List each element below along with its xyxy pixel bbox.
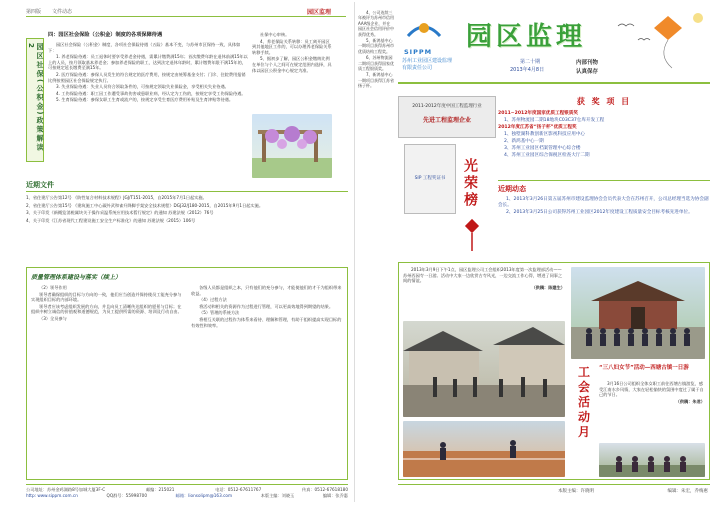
activity-section: [398, 262, 710, 480]
left-footer-rule: [26, 484, 348, 485]
right-footer-proof: 编辑：朱宏，乔梅惠: [667, 489, 708, 494]
activity-vertical-title: 工 会 活 动 月: [577, 365, 590, 439]
masthead-tag-keep: 认真保存: [576, 69, 599, 75]
womens-day-photo: [599, 443, 705, 477]
masthead-tag-internal: 内部刊物: [576, 60, 599, 66]
issue-label: 第四版: [26, 9, 42, 15]
masthead-rule: [398, 82, 710, 84]
honor-plaque: [398, 96, 496, 138]
womens-day-group-illustration: [599, 443, 705, 477]
courtyard-illustration: [403, 321, 565, 417]
masthead-date: 2013年4月8日: [510, 67, 545, 73]
footer-qq: QQ群号：55998700: [106, 493, 147, 498]
kite-icon: [598, 6, 710, 78]
womens-day-caption: “三八妇女节”活动—西塘古镇一日游: [599, 365, 689, 371]
footer-postcode: 邮编：215021: [145, 487, 175, 492]
corner-logo: 园区监理: [307, 9, 332, 16]
news-body: 1、2013年3月26日第五届苏州市建设监理协会会员代表大会在苏州召开，公司总经理当选为协会副会长。 2、2013年3月25日公司获得苏州工业园区2012年度建设工程质量安全目标考核先进单位。: [498, 197, 709, 216]
masthead-issue: 第二十期: [520, 59, 541, 65]
footer-website[interactable]: http: www.sippm.com.cn: [26, 493, 78, 498]
company-name: 苏州工业园区建设监理有限责任公司: [402, 58, 453, 71]
vertical-title: 园区社保(公积金)政策解读2: [27, 43, 44, 153]
left-strip-column: 4、公司连续三年被评为苏州市信用AAA级企业，并在园区社会信用评价中获得优秀。 5、新鸿基中心一期项目获得苏州市优质结构工程奖。 6、苏州物流园二期项目获得国家优质工程银质奖。 7、新鸿基中心一期项目获得江苏省扬子杯。: [358, 10, 394, 89]
certificate: [404, 144, 456, 214]
company-logo: [404, 16, 444, 46]
footer-editor: 本版主编：刘晓玉: [260, 493, 295, 498]
article-social-insurance: [48, 32, 248, 167]
logo-text: SIPPM: [404, 48, 433, 56]
courtyard-photo: [403, 321, 565, 417]
awards-list: 2011~2012年度国家优质工程银质奖 1、苏州物流园二期18地块C03C37仓库开发工程 2012年度江苏省“扬子杯”优质工程奖 1、独墅湖科教创新区影视科技应用中心 2、新鸿基中心一期 3、苏州工业园区档案管理中心综合楼 4、苏州工业园区综合保税区检查大厅二期: [498, 111, 605, 158]
right-footer-rule: [398, 484, 710, 485]
sippm-logo-icon: [404, 16, 444, 46]
activity-para1: 2013年3月9日下午1点，园区监理公司工会组织2013年度第一次监理部活动——苏州西园寺一日游。活动中大家一边欣赏古寺风光，一边交流工作心得，增进了同事之间的情谊。 （供稿：陈建生）: [403, 267, 565, 290]
awards-title: 获 奖 项 目: [576, 97, 632, 106]
footer-email[interactable]: 邮箱：lionsolipm@163.com: [175, 493, 233, 498]
honor-board-label: 光荣榜: [462, 158, 478, 209]
temple-photo: [571, 267, 705, 359]
footer-address: 公司地址：苏州金鸡湖路8号加城大厦3F-C: [26, 487, 106, 492]
right-footer: [558, 488, 708, 494]
recent-docs-title: 近期文件: [26, 180, 348, 192]
article2-title: 质量管理体系建设与落实（续上）: [31, 274, 122, 281]
recent-docs-list: 1、省住建厅公告第12号 《防性复合材料技术规程》JGJ/T151-2015，自2015年7月1日起实施。 2、省住建厅公告第15号 《建筑施工中心碳外武和雀升降脚手架安全技术规程》DGJ32/J180-2015，自2015年9月1日起实施。 3、关于印发《新概览消税属块关于操作采温系统应用技术暂行规定》的通知 苏建法规（2012）76号 4、关于印发《江苏省现代工程建设施工安全生产标准化》的通知 苏建法规（2015）106号: [26, 195, 264, 223]
article1-body: 园区社会保险（公积金）制度，各项社会保险待遇（五险）基本不变，与苏州市区保持一致，具体如下： 1. 养老保险待遇：员工退休时要享受养老金待遇，需累计缴费满15年；首次缴费年龄在退休前满15年以上的人员，按月领取基本养老金；参加养老保险的职工，达到法定退休年龄时，累计缴费年限不满15年的，可按规定延长缴费至满15年。 2. 医疗保险待遇：参保人员发生的符合规定的医疗费用，按规定由统筹基金支付；门诊、住院费用报销比例按照园区社会保险规定执行。 3. 失业保险待遇：失业人员符合领取条件的，可按规定领取失业保险金，享受相关失业待遇。 4. 工伤保险待遇：职工因工作遭受事故伤害或患职业病，经认定为工伤的，按规定享受工伤保险待遇。 5. 生育保险待遇：参保女职工生育或流产的，按规定享受生育医疗费用补贴及生育津贴等待遇。: [48, 42, 248, 103]
sports-photo: [403, 421, 565, 477]
section-label: 文件动态: [52, 9, 73, 15]
article-quality: [26, 267, 348, 480]
right-page: [358, 2, 713, 502]
activity-para2: 3月16日公司组织全体女职工前往西塘古镇游览，感受江南水乡风情，大家在轻松愉快的氛围中度过了属于自己的节日。 （供稿：朱君）: [599, 381, 705, 404]
activity-credit1: （供稿：陈建生）: [531, 284, 565, 290]
temple-group-illustration: [571, 267, 705, 359]
left-page: [2, 2, 355, 502]
plaque-subtitle: 先进工程监理企业: [422, 117, 471, 124]
article2-body: （2）领导作用 领导者确保组织的目标与方向的一致，他们应当创造并保持使员工能充分参与实现组织目标的内部环境。 领导者应该考虑组织发展的方向，并且向员工清晰传达组织的愿景与目标；在组织中树立诚信的价值观和道德规范，为员工提供所需的资源、培训及行动自由。 （3）全员参与 各级人员都是组织之本，只有他们的充分参与，才能使他们的才干为组织带来收益。 （4）过程方法 将活动和相关的资源作为过程进行管理，可以更高效地得到期望的结果。 （5）管理的系统方法 将相互关联的过程作为体系来看待、理解和管理，有助于组织提高实现目标的有效性和效率。: [31, 285, 342, 328]
certificate-label: SIP 工程奖证书: [414, 176, 446, 181]
news-title: 近期动态: [498, 185, 526, 193]
masthead-title: 园区监理: [466, 22, 587, 52]
kite-decoration: [598, 6, 710, 78]
article1-continued: 社保中心审核。 4、养老保险关系转移：员工离开园区到其他地区工作的，可以办理养老保险关系转移手续。 5、据初步了解，园区公积金缴纳比例在单位与个人之间可在规定范围内选择，具体以园区公积金中心规定为准。: [252, 32, 332, 73]
pergola-illustration: [252, 114, 332, 178]
header-rule: [26, 16, 346, 17]
right-footer-editor: 本版主编：许晓明: [558, 489, 594, 494]
footer-proof: 编辑：张乔惠: [322, 493, 348, 498]
plaque-title: 2011-2012年度中国工程监理行业: [412, 104, 482, 109]
pergola-photo: [252, 114, 332, 178]
sports-illustration: [403, 421, 565, 477]
footer-fax: 传真：0512-67618180: [301, 487, 348, 492]
masthead: [398, 6, 710, 94]
chinese-knot-icon: [462, 217, 482, 253]
article1-title: 四：园区社会保险（公积金）制度的各项保障待遇: [48, 32, 163, 38]
recent-docs: [26, 180, 348, 258]
left-footer: [26, 487, 348, 499]
footer-phone: 电话：0512-67611767: [215, 487, 262, 492]
news-section: [498, 180, 710, 258]
activity-credit2: （供稿：朱君）: [675, 398, 705, 404]
vertical-title-block: [26, 38, 44, 162]
awards-section: [498, 96, 710, 176]
